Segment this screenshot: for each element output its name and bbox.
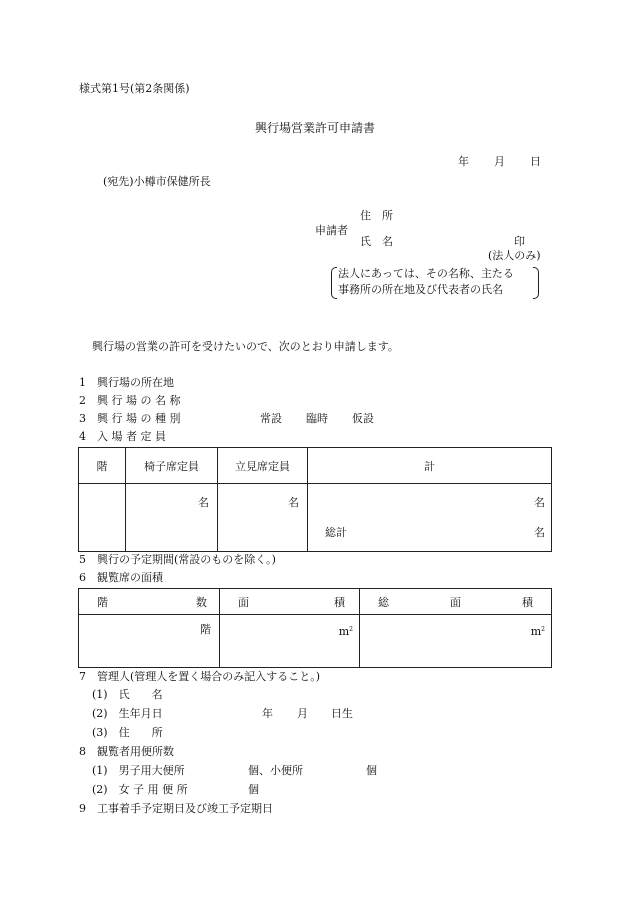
area-unit: $m^2$: [338, 625, 353, 638]
type-option-provisional: 仮設: [352, 412, 374, 425]
capacity-floor-cell[interactable]: [79, 484, 126, 552]
birth-month-label: 月: [297, 707, 308, 720]
capacity-header-floor: 階: [79, 448, 126, 484]
birth-day-label: 日生: [331, 707, 353, 720]
standing-unit: 名: [288, 496, 299, 509]
male-urinal-label: 個、小便所: [248, 764, 303, 777]
area-header-area: [220, 589, 360, 615]
item-8-toilets: 8 観覧者用便所数: [79, 745, 174, 758]
male-toilet-label: (1) 男子用大便所: [92, 764, 185, 777]
capacity-total-cell[interactable]: [308, 484, 552, 552]
total-unit: 名: [534, 496, 545, 509]
corporation-note-line2: 事務所の所在地及び代表者の氏名: [338, 283, 503, 296]
area-data-row: [79, 615, 552, 668]
corporation-only-note: (法人のみ): [488, 249, 541, 262]
addressee: (宛先)小樽市保健所長: [103, 175, 211, 188]
applicant-name-label: 氏 名: [360, 235, 393, 248]
area-header-floors-char2: 数: [196, 595, 207, 609]
item-7-manager: 7 管理人(管理人を置く場合のみ記入すること。): [79, 670, 321, 683]
capacity-table: [78, 447, 552, 552]
grand-total-label: 総計: [325, 526, 347, 539]
item-9-construction-dates: 9 工事着手予定期日及び竣工予定期日: [79, 802, 273, 815]
document-title: 興行場営業許可申請書: [255, 121, 376, 135]
form-number: 様式第1号(第2条関係): [79, 82, 190, 95]
capacity-header-total: 計: [308, 448, 552, 484]
manager-birthdate-label: (2) 生年月日: [92, 707, 163, 720]
total-area-cell[interactable]: [360, 615, 552, 668]
female-toilet-unit: 個: [248, 783, 259, 796]
capacity-header-row: [79, 448, 552, 484]
manager-address-label: (3) 住 所: [92, 726, 163, 739]
intro-statement: 興行場の営業の許可を受けたいので、次のとおり申請します。: [92, 340, 399, 353]
area-header-area-char2: 積: [334, 595, 345, 609]
birth-year-label: 年: [262, 707, 273, 720]
area-header-row: [79, 589, 552, 615]
item-2-name: 2 興 行 場 の 名 称: [79, 394, 181, 407]
item-5-period: 5 興行の予定期間(常設のものを除く。): [79, 553, 276, 566]
applicant-label: 申請者: [315, 224, 348, 237]
capacity-header-standing: 立見席定員: [218, 448, 308, 484]
note-bracket-right: [533, 267, 539, 299]
area-table: [78, 588, 552, 668]
area-floors-cell[interactable]: [79, 615, 220, 668]
area-header-total-char1: 総: [378, 595, 389, 609]
item-1-location: 1 興行場の所在地: [79, 376, 174, 389]
area-cell[interactable]: [220, 615, 360, 668]
urinal-unit: 個: [366, 764, 377, 777]
seal-mark: 印: [514, 235, 525, 248]
note-bracket-left: [331, 267, 337, 299]
item-6-seating-area: 6 観覧席の面積: [79, 571, 163, 584]
manager-name-label: (1) 氏 名: [92, 688, 163, 701]
seated-unit: 名: [198, 496, 209, 509]
area-header-area-char1: 面: [238, 595, 249, 609]
female-toilet-label: (2) 女 子 用 便 所: [92, 783, 188, 796]
area-header-total-char2: 面: [450, 595, 461, 609]
area-header-total-area: [360, 589, 552, 615]
capacity-seated-cell[interactable]: [126, 484, 218, 552]
item-3-type: 3 興 行 場 の 種 別: [79, 412, 181, 425]
floor-unit: 階: [200, 623, 211, 636]
date-day-label: 日: [530, 155, 541, 168]
area-header-floors: [79, 589, 220, 615]
corporation-note-line1: 法人にあっては、その名称、主たる: [338, 267, 514, 280]
date-year-label: 年: [458, 155, 469, 168]
area-header-floors-char1: 階: [97, 595, 108, 609]
applicant-address-label: 住 所: [360, 209, 393, 222]
grand-total-unit: 名: [534, 526, 545, 539]
type-option-temporary: 臨時: [306, 412, 328, 425]
type-option-permanent: 常設: [260, 412, 282, 425]
date-month-label: 月: [494, 155, 505, 168]
capacity-data-row: [79, 484, 552, 552]
capacity-standing-cell[interactable]: [218, 484, 308, 552]
area-header-total-char3: 積: [522, 595, 533, 609]
capacity-header-seated: 椅子席定員: [126, 448, 218, 484]
item-4-capacity: 4 入 場 者 定 員: [79, 430, 166, 443]
total-area-unit: $m^2$: [530, 625, 545, 638]
